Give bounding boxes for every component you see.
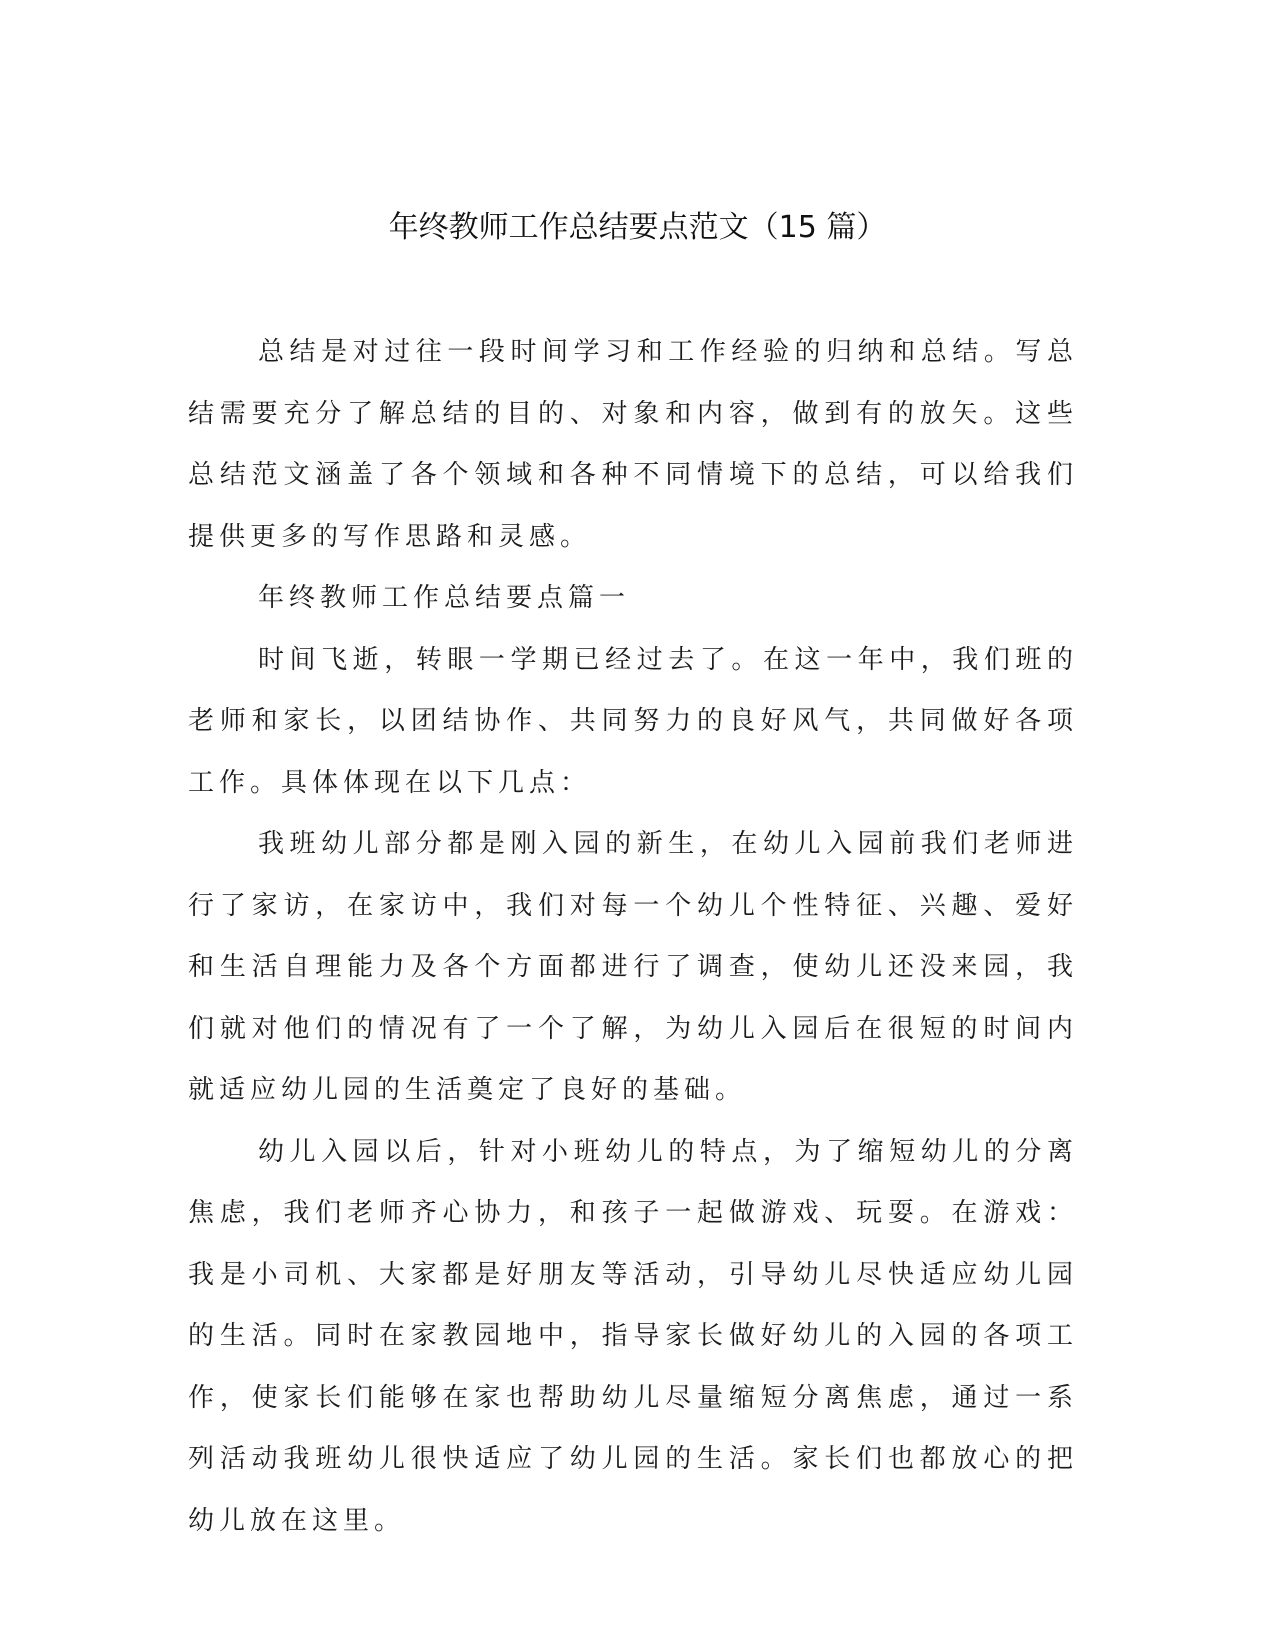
body-paragraph: 幼儿入园以后，针对小班幼儿的特点，为了缩短幼儿的分离焦虑，我们老师齐心协力，和孩子一起做游戏、玩耍。在游戏：我是小司机、大家都是好朋友等活动，引导幼儿尽快适应幼儿园的生活。同时在家教园地中，指导家长做好幼儿的入园的各项工作，使家长们能够在家也帮助幼儿尽量缩短分离焦虑，通过一系列活动我班幼儿很快适应了幼儿园的生活。家长们也都放心的把幼儿放在这里。 (188, 1136, 1078, 1536)
section-heading: 年终教师工作总结要点篇一 (258, 583, 631, 613)
body-paragraph: 我班幼儿部分都是刚入园的新生，在幼儿入园前我们老师进行了家访，在家访中，我们对每一个幼儿个性特征、兴趣、爱好和生活自理能力及各个方面都进行了调查，使幼儿还没来园，我们就对他们的情况有了一个了解，为幼儿入园后在很短的时间内就适应幼儿园的生活奠定了良好的基础。 (188, 829, 1078, 1105)
body-paragraph: 时间飞逝，转眼一学期已经过去了。在这一年中，我们班的老师和家长，以团结协作、共同努力的良好风气，共同做好各项工作。具体体现在以下几点： (188, 644, 1078, 798)
document-title: 年终教师工作总结要点范文（15 篇） (388, 210, 887, 245)
intro-paragraph: 总结是对过往一段时间学习和工作经验的归纳和总结。写总结需要充分了解总结的目的、对象和内容，做到有的放矢。这些总结范文涵盖了各个领域和各种不同情境下的总结，可以给我们提供更多的写作思路和灵感。 (188, 337, 1078, 552)
document-body (188, 322, 1078, 1552)
